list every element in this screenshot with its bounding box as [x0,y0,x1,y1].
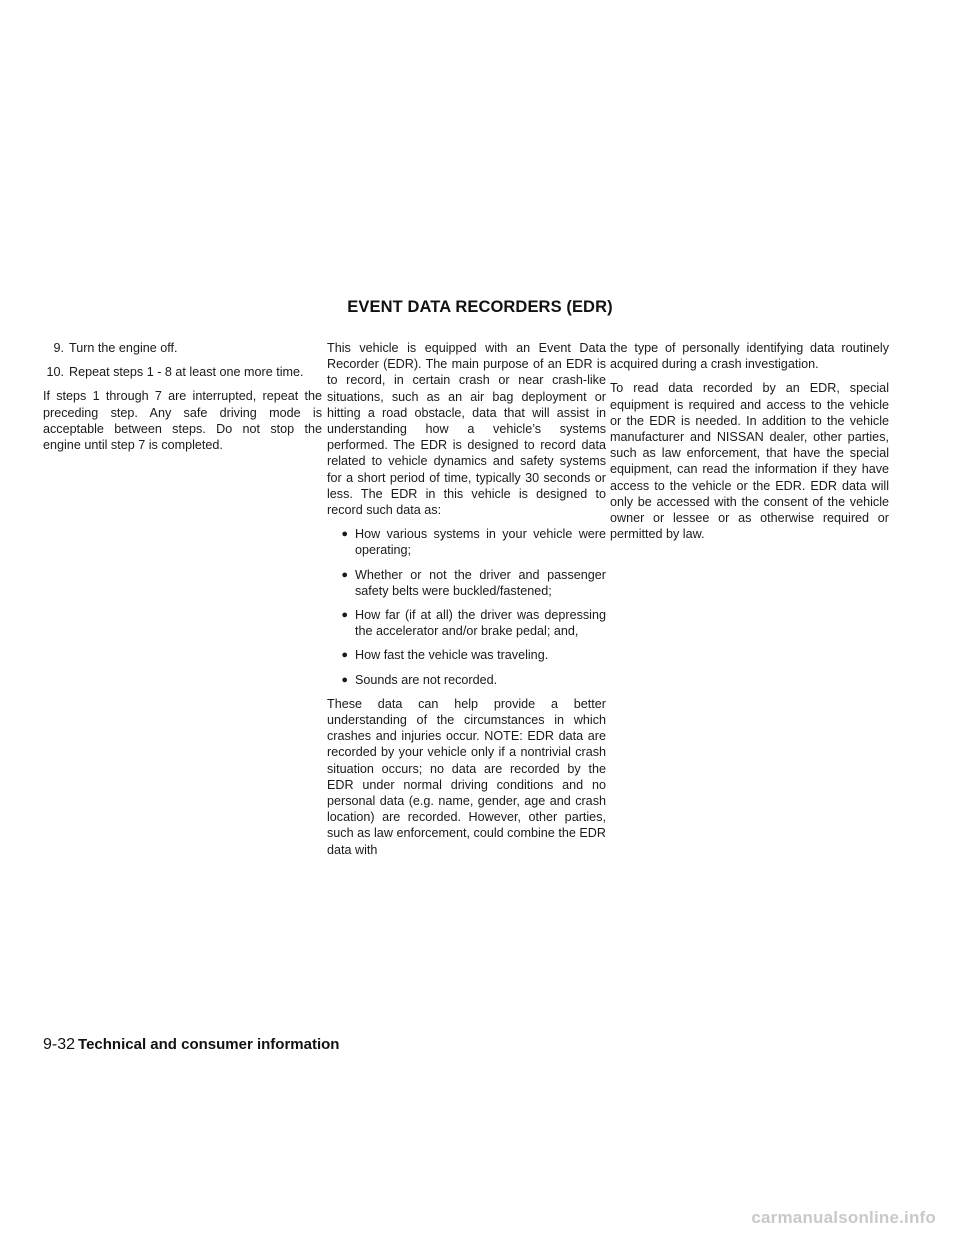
step-item [43,364,322,380]
bullet-icon: ● [341,649,348,662]
list-item [327,647,606,663]
section-title: EVENT DATA RECORDERS (EDR) [347,298,613,316]
list-item-text: How various systems in your vehicle were operating; [355,527,606,558]
paragraph-edr-note: These data can help provide a better understanding of the circumstances in which crashes and injuries occur. NOTE: EDR data are recorded by your vehicle only if a nontrivial crash situation occurs; no data are recorded by the EDR under normal driving conditions and no personal data (e.g. name, gender, age and crash location) are recorded. However, other parties, such as law enforcement, could combine the EDR data with [327,696,606,857]
page-footer [43,1036,339,1054]
paragraph-continued: the type of personally identifying data routinely acquired during a crash investigation. [610,341,889,372]
column-3 [610,340,889,550]
step-number: 9. [53,341,64,355]
edr-data-list [327,526,606,688]
list-item [327,567,606,599]
list-item [327,607,606,639]
step-item [43,340,322,356]
bullet-icon: ● [341,568,348,581]
paragraph-read-data: To read data recorded by an EDR, special equipment is required and access to the vehicle or the EDR is needed. In addition to the vehicle manufacturer and NISSAN dealer, other parties, such as law enforcement, that have the special equipment, can read the information if they have access to the vehicle or the EDR. EDR data will only be accessed with the consent of the vehicle owner or lessee or as otherwise required or permitted by law. [610,381,889,542]
bullet-icon: ● [341,673,348,686]
list-item [327,526,606,558]
step-text: Turn the engine off. [69,341,178,355]
column-1 [43,340,322,461]
paragraph-edr-intro: This vehicle is equipped with an Event Data Recorder (EDR). The main purpose of an EDR is to record, in certain crash or near crash-like situations, such as an air bag deployment or hitting a road obstacle, data that will assist in understanding how a vehicle’s systems performed. The EDR is designed to record data related to vehicle dynamics and safety systems for a short period of time, typically 30 seconds or less. The EDR in this vehicle is designed to record such data as: [327,341,606,518]
paragraph-interrupted-steps: If steps 1 through 7 are interrupted, repeat the preceding step. Any safe driving mode is acceptable between steps. Do not stop the engine until step 7 is completed. [43,389,322,453]
list-item-text: Whether or not the driver and passenger safety belts were buckled/fastened; [355,567,606,598]
step-text: Repeat steps 1 - 8 at least one more time. [69,365,304,380]
bullet-icon: ● [341,528,348,541]
watermark: carmanualsonline.info [751,1208,936,1227]
page-number: 9-32 [43,1036,76,1053]
footer-section-name: Technical and consumer information [78,1036,340,1053]
bullet-icon: ● [341,609,348,622]
list-item [327,672,606,688]
step-number: 10. [46,365,64,380]
list-item-text: Sounds are not recorded. [355,672,498,687]
list-item-text: How far (if at all) the driver was depressing the accelerator and/or brake pedal; and, [355,608,606,639]
column-2 [327,340,606,866]
list-item-text: How fast the vehicle was traveling. [355,648,549,663]
